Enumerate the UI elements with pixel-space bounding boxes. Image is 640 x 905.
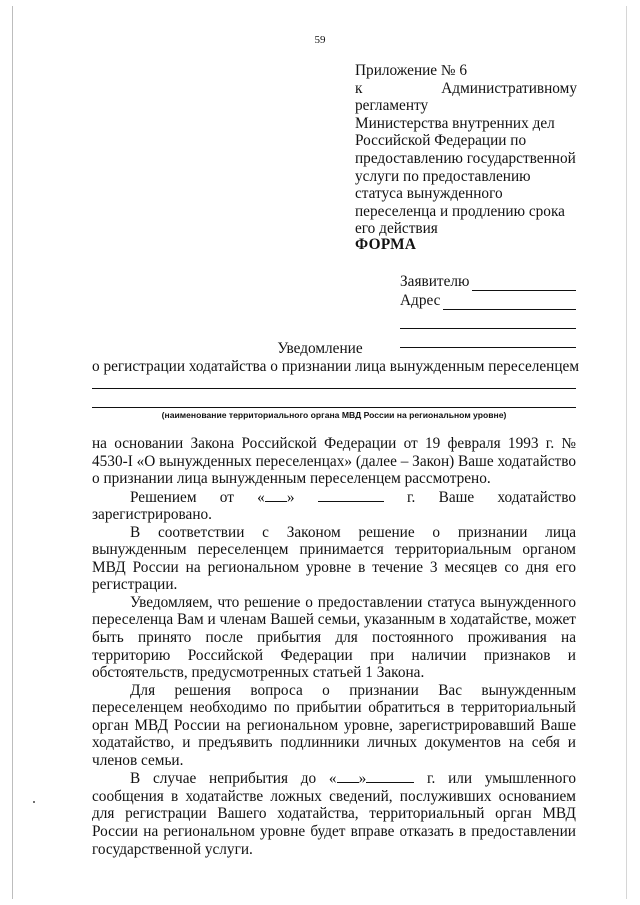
annex-line: к Административному регламенту [355, 79, 577, 115]
annex-line: Министерства внутренних дел [355, 114, 555, 132]
form-label: ФОРМА [355, 236, 417, 253]
deadline-month-field[interactable] [366, 769, 414, 783]
address-label: Адрес [400, 292, 441, 309]
annex-line: переселенца и продлению срока [355, 202, 565, 220]
annex-line: его действия [355, 220, 438, 238]
notice-subtitle: о регистрации ходатайства о признании лица вынужденным переселенцем [92, 358, 580, 375]
applicant-label: Заявителю [400, 273, 470, 290]
authority-field-line-1[interactable] [92, 388, 576, 389]
deadline-text-end: г. или умышленного сообщения в ходатайстве ложных сведений, послуживших основанием для регистрации Вашего ходатайства, территориальный орган МВД России на региональном уровне будет вправе отказать в предоставлении государственной услуги. [92, 770, 576, 858]
addressee-block [400, 272, 576, 348]
paragraph-decision-term: В соответствии с Законом решение о признании лица вынужденным переселенцем принимается территориальным органом МВД России на региональном уровне в течение 3 месяцев со дня его регистрации. [92, 523, 576, 594]
scan-speck [33, 801, 35, 803]
registration-day-field[interactable] [265, 488, 287, 502]
registration-quote-close: » [286, 488, 295, 506]
notice-body [92, 435, 576, 858]
annex-line: Российской Федерации по [355, 132, 527, 150]
paragraph-arrival-instructions: Для решения вопроса о признании Вас вынужденным переселенцем необходимо по прибытии обратиться в территориальный орган МВД России на региональном уровне, зарегистрировавший Ваше ходатайство, и предъявить подлинники личных документов на себя и членов семьи. [92, 681, 576, 769]
deadline-quote-close: » [358, 770, 367, 788]
annex-header [355, 62, 577, 238]
paragraph-registration [92, 488, 576, 524]
deadline-day-field[interactable] [337, 769, 359, 783]
annex-line: предоставлению государственной [355, 149, 576, 167]
paragraph-refusal-warning [92, 769, 576, 858]
authority-field-line-2[interactable] [92, 407, 576, 408]
address-field-line-2[interactable] [400, 310, 576, 329]
deadline-text-start: В случае неприбытия до « [130, 770, 337, 788]
authority-caption: (наименование территориального органа МВД России на региональном уровне) [161, 410, 507, 420]
notice-title: Уведомление [277, 340, 363, 357]
address-field-line[interactable] [443, 294, 576, 310]
paragraph-status-condition: Уведомляем, что решение о предоставлении статуса вынужденного переселенца Вам и членам Вашей семьи, указанным в ходатайстве, может быть принято после прибытия для постоянного проживания на территорию Российской Федерации при наличии признаков и обстоятельств, предусмотренных статьей 1 Закона. [92, 593, 576, 682]
registration-text-end: г. Ваше ходатайство зарегистрировано. [92, 488, 576, 524]
page-number: 59 [314, 34, 326, 46]
registration-text-start: Решением от « [130, 488, 265, 506]
applicant-field-line[interactable] [472, 275, 576, 291]
annex-line: статуса вынужденного [355, 185, 503, 203]
registration-month-field[interactable] [318, 488, 384, 502]
annex-title: Приложение № 6 [355, 62, 467, 79]
annex-line: услуги по предоставлению [355, 167, 531, 185]
paragraph-basis: на основании Закона Российской Федерации от 19 февраля 1993 г. № 4530-I «О вынужденных переселенцах» (далее – Закон) Ваше ходатайство о признании лица вынужденным переселенцем рассмотрено. [92, 435, 576, 488]
